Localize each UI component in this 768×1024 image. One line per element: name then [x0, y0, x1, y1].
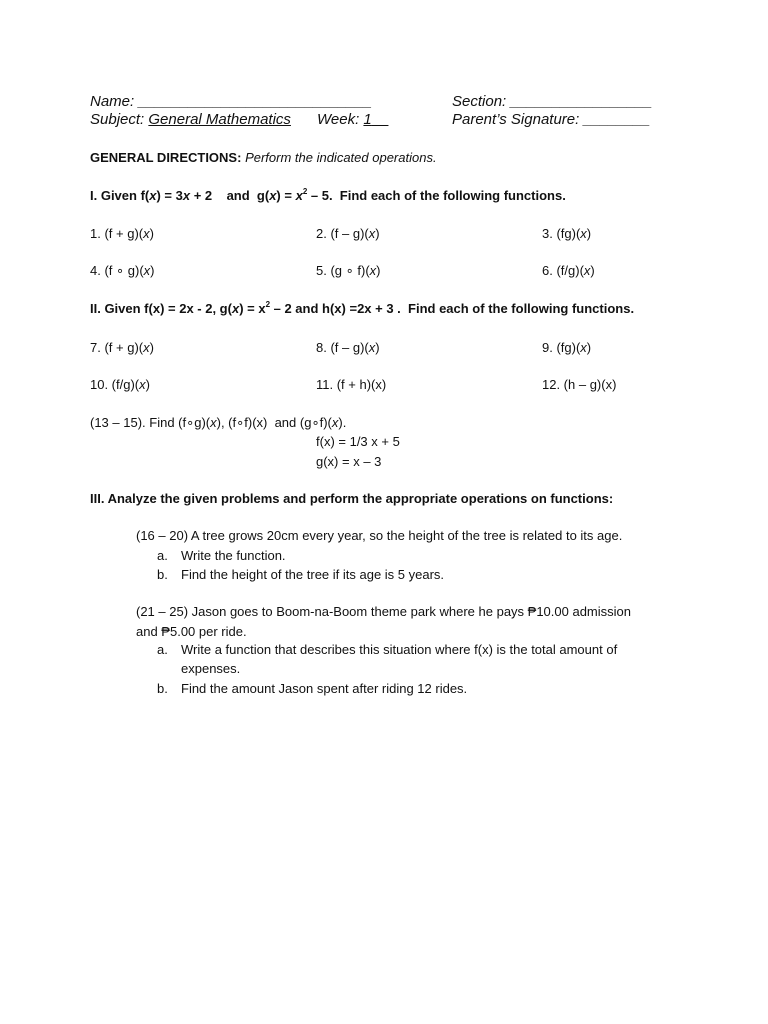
problem-21-25-a-cont: expenses.: [181, 661, 241, 676]
part1-heading: [90, 188, 566, 203]
subject-field: [90, 111, 291, 128]
problem-16-20: (16 – 20) A tree grows 20cm every year, so the height of the tree is related to its age.: [136, 528, 623, 543]
subject-label: Subject:: [90, 111, 145, 128]
part1-heading-mid2: + 2 and g(: [190, 188, 270, 203]
section-label: Section:: [452, 93, 507, 110]
part1-heading-pre: I. Given f(: [90, 188, 150, 203]
name-label: Name:: [90, 93, 135, 110]
part2-heading-end: – 2 and h(x) =2x + 3 . Find each of the following functions.: [270, 301, 635, 316]
sub-label: a.: [157, 548, 168, 563]
parent-label: Parent’s Signature:: [452, 111, 580, 128]
part1-var: x: [149, 188, 157, 203]
item-11: 11. (f + h)(x): [316, 377, 387, 392]
problem-21-25-line2: and ₱5.00 per ride.: [136, 624, 247, 639]
sub-text: Write a function that describes this situation where f(x) is the total amount of: [181, 642, 618, 657]
item-10: 10. (f/g)(x): [90, 377, 150, 392]
items-13-15: (13 – 15). Find (f∘g)(x), (f∘f)(x) and (g∘f)(x).: [90, 415, 347, 430]
item-8: 8. (f – g)(x): [316, 340, 380, 355]
item-5: 5. (g ∘ f)(x): [316, 263, 381, 278]
sub-text: Find the height of the tree if its age is 5 years.: [181, 567, 445, 582]
item-2: 2. (f – g)(x): [316, 226, 380, 241]
sub-text: Find the amount Jason spent after riding 12 rides.: [181, 681, 468, 696]
sub-label: a.: [157, 642, 168, 657]
week-field: [317, 111, 388, 128]
name-blank: ____________________________: [138, 93, 372, 110]
g-definition: g(x) = x – 3: [316, 454, 382, 469]
week-trail: __: [371, 111, 389, 128]
week-value: 1: [363, 111, 372, 128]
section-blank: _________________: [510, 93, 653, 110]
part1-var: x: [269, 188, 277, 203]
part1-var: x: [295, 188, 303, 203]
part1-heading-end: – 5. Find each of the following functions.: [307, 188, 566, 203]
item-7: 7. (f + g)(x): [90, 340, 154, 355]
part1-var: x: [182, 188, 191, 203]
parent-blank: ________: [583, 111, 651, 128]
directions-text: Perform the indicated operations.: [245, 150, 437, 165]
week-label: Week:: [317, 111, 360, 128]
item-12: 12. (h – g)(x): [542, 377, 617, 392]
part1-heading-mid3: ) =: [276, 188, 296, 203]
part3-heading: III. Analyze the given problems and perform the appropriate operations on functions:: [90, 491, 614, 506]
sub-label: b.: [157, 567, 168, 582]
item-3: 3. (fg)(x): [542, 226, 592, 241]
part1-heading-mid1: ) = 3: [156, 188, 183, 203]
part2-heading-mid: ) = x: [239, 301, 266, 316]
section-field: [452, 93, 652, 110]
part1-exponent: 2: [302, 187, 308, 196]
part2-heading-pre: II. Given f(x) = 2x - 2, g(: [90, 301, 232, 316]
part2-heading: [90, 301, 634, 316]
directions-label: GENERAL DIRECTIONS:: [90, 150, 242, 165]
sub-text: Write the function.: [181, 548, 286, 563]
parent-signature-field: [452, 111, 650, 128]
subject-value: General Mathematics: [148, 111, 291, 128]
sub-label: b.: [157, 681, 168, 696]
item-1: 1. (f + g)(x): [90, 226, 154, 241]
item-6: 6. (f/g)(x): [542, 263, 595, 278]
part2-var: x: [231, 301, 240, 316]
item-9: 9. (fg)(x): [542, 340, 592, 355]
part2-exponent: 2: [265, 300, 271, 309]
item-4: 4. (f ∘ g)(x): [90, 263, 155, 278]
general-directions: [90, 150, 437, 165]
f-definition: f(x) = 1/3 x + 5: [316, 434, 400, 449]
name-field: [90, 93, 372, 110]
problem-21-25-line1: (21 – 25) Jason goes to Boom-na-Boom theme park where he pays ₱10.00 admission: [136, 604, 631, 619]
